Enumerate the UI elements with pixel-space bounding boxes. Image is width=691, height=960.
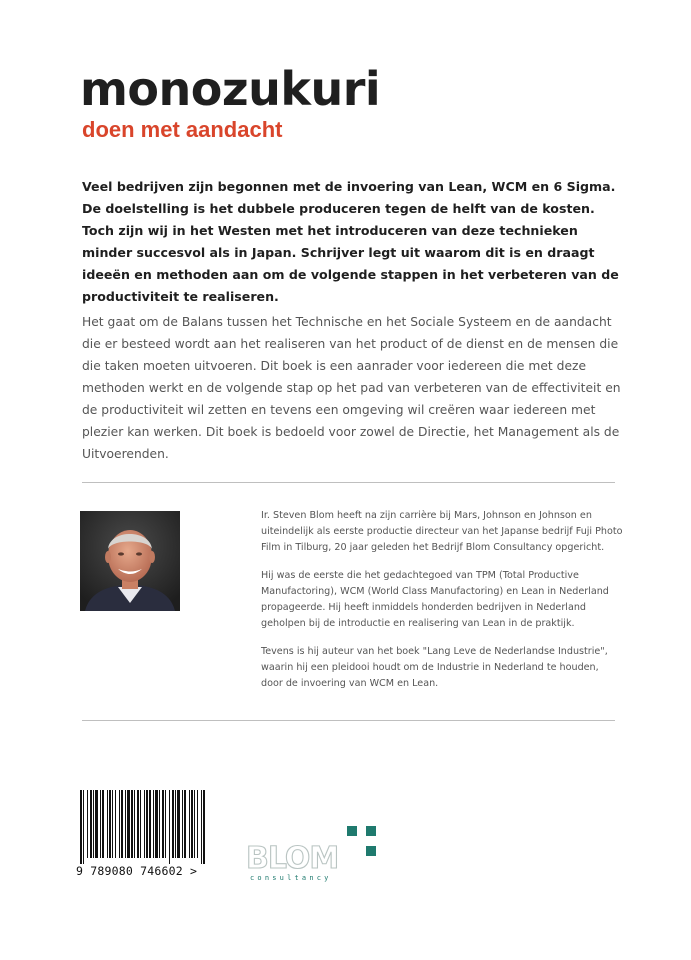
barcode-bar [134,790,135,858]
bio-paragraph-3: Tevens is hij auteur van het boek "Lang Leve de Nederlandse Industrie", waarin hij een pleidooi houdt om de Industrie in Nederland te houden, door de invoering van WCM en Lean. [261,646,608,689]
logo-tagline: consultancy [250,874,332,882]
barcode-bar [201,790,202,864]
body-paragraph: Het gaat om de Balans tussen het Technische en het Sociale Systeem en de aandacht die er besteed wordt aan het realiseren van het product of de dienst en de mensen die die taken moeten uitvoeren. Dit boek is een aanrader voor iedereen die met deze methoden werkt en de volgende stap op het pad van verbeteren van de effectiviteit en de productiviteit wil zetten en tevens een omgeving wil creëren waar iedereen met plezier kan werken. Dit boek is bedoeld voor zowel de Directie, het Management als de Uitvoerenden. [82,315,621,461]
barcode-bar [107,790,108,858]
barcode-bar [203,790,205,864]
barcode-bar [146,790,148,858]
barcode-bar [153,790,154,858]
barcode-icon [78,790,208,864]
barcode-bar [177,790,180,858]
barcode-bar [102,790,104,858]
barcode-bar [189,790,190,858]
barcode-bar [182,790,183,858]
barcode-bar [144,790,145,858]
barcode-bar [83,790,84,864]
barcode-bar [155,790,158,858]
barcode-bar [100,790,101,858]
barcode-bar [87,790,88,858]
author-photo-icon [80,511,180,611]
barcode-bar [149,790,151,858]
barcode-bar [112,790,113,858]
barcode-bar [140,790,141,858]
barcode-bar [169,790,170,864]
barcode-bar [137,790,139,858]
barcode-bar [115,790,116,858]
barcode-bar [127,790,130,858]
bio-paragraph-2: Hij was de eerste die het gedachtegoed van TPM (Total Productive Manufactoring), WCM (World Class Manufactoring) en Lean in Nederland propageerde. Hij heeft inmiddels honderden bedrijven in Nederland geholpen bij de introductie en realisering van Lean in de praktijk. [261,570,609,629]
bio-paragraph-1: Ir. Steven Blom heeft na zijn carrière bij Mars, Johnson en Johnson en uiteindelijk als eerste productie directeur van het Japanse bedrijf Fuji Photo Film in Tilburg, 20 jaar geleden het Bedrijf Blom Consultancy opgericht. [261,510,623,553]
blom-logo-icon [244,822,389,884]
barcode-bar [197,790,198,858]
logo-wordmark: BLOM [246,841,339,876]
barcode-bar [194,790,195,858]
isbn-digits: 9 789080 746602 > [76,864,198,878]
barcode-bar [109,790,111,858]
barcode-bar [172,790,174,858]
barcode-bar [165,790,166,858]
barcode-bar [125,790,126,858]
barcode-bar [93,790,94,858]
barcode-bar [95,790,98,858]
divider-top [82,482,615,483]
barcode-bar [184,790,186,858]
intro-paragraph: Veel bedrijven zijn begonnen met de invoering van Lean, WCM en 6 Sigma. De doelstelling is het dubbele produceren tegen de helft van de kosten. Toch zijn wij in het Westen met het introduceren van deze technieken minder succesvol als in Japan. Schrijver legt uit waarom dit is en draagt ideeën en methoden aan om de volgende stappen in het verbeteren van de productiviteit te realiseren. [82,179,619,304]
book-subtitle: doen met aandacht [82,117,283,142]
barcode-bar [191,790,193,858]
barcode-bar [119,790,120,858]
barcode-bar [80,790,82,864]
barcode-bar [175,790,176,858]
barcode-bar [159,790,160,858]
blom-consultancy-logo [244,822,389,884]
barcode-bar [162,790,164,858]
book-title: monozukuri [80,62,381,116]
barcode-bar [90,790,92,858]
author-bio [261,508,623,704]
barcode-bar [121,790,123,858]
divider-bottom [82,720,615,721]
author-portrait [80,511,180,611]
barcode-bar [131,790,133,858]
